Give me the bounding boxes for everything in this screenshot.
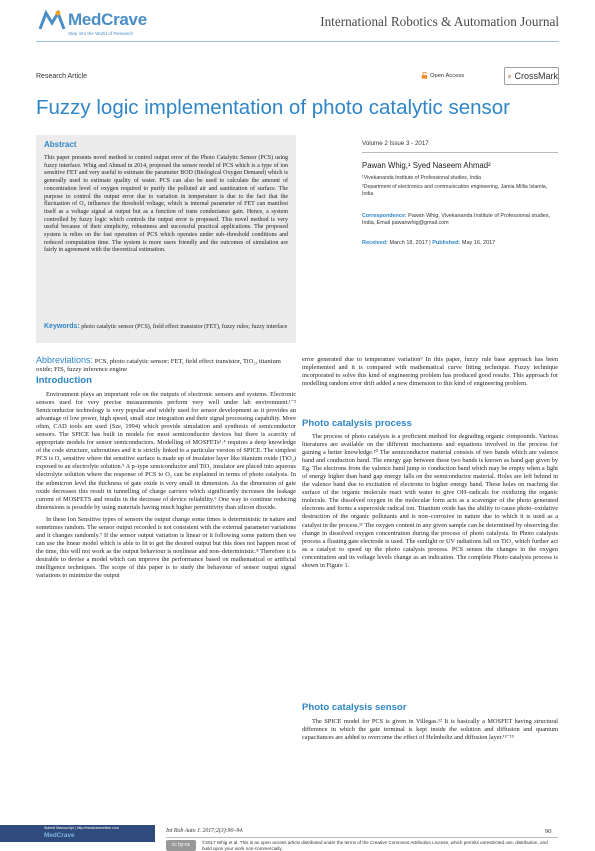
right-column-intro — [302, 356, 558, 388]
received-label: Received: — [362, 240, 388, 246]
footer-logo: MedCrave — [44, 832, 75, 839]
keywords-label: Keywords: — [44, 323, 80, 330]
paragraph: The process of photo catalysis is a proficient method for degrading organic compounds. Various literatures are available on the different mechanisms and equations involved in the process for gaining a better knowledge.¹⁰ The semiconductor material consists of two bands which are valence band and conduction band. The energy gap between these two bands is known as band gap given by Eg. The electrons from the valence band jump to conduction band which may be empty when a light of energy higher than band gap energy falls on the semiconductor material. Holes are left behind in the valence band due to excitation of electrons to higher energy band. These holes on reaching the surface of the organic molecule react with water to give OH–radicals for oxidizing the organic molecule. The dissolved oxygen in the molecular form acts as a scavenger of the photo generated electrons and forms a superoxide radical ion. Titanium oxide has the ability to cause photo–oxidative destruction of the organic pollutants and is non–corrosive in nature due to which it is used as a catalyst in the process.¹¹ The oxygen content in any given sample can be determined by observing the change in dissolved oxygen concentration during the process of photo catalysis. In Photo catalysis process a floating gate electrode is used. The sunlight or UV radiations fall on TiO₂ which further act as a catalyst to speed up the photo catalysis process. PCS senses the changes in the oxygen concentration and its voltage levels change as an indication. The complete Photo catalysis process is shown in Figure 1. — [302, 433, 558, 569]
license-text: ©2017 Whig et al. This is an open access article distributed under the terms of the Creative Commons Attribution License, which permits unrestricted use, distribution, and build upon your work non-commercially. — [202, 840, 548, 851]
affiliation-1: ¹Vivekananda Institute of Professional studies, India — [362, 175, 482, 181]
abbreviations-label: Abbreviations: — [36, 355, 94, 365]
medcrave-logo-icon — [38, 9, 66, 31]
received-date: March 18, 2017 — [389, 240, 428, 246]
meta-divider — [362, 152, 558, 153]
affiliation-2: ²Department of electronics and communication engineering, Jamia Millia Islamia, India — [362, 184, 548, 197]
crossmark-button[interactable] — [504, 67, 559, 85]
medcrave-logo[interactable]: MedCrave — [68, 10, 147, 29]
photo-catalysis-process-body — [302, 433, 558, 570]
correspondence-label: Correspondence: — [362, 213, 407, 219]
dates: Received: March 18, 2017 | Published: May 16, 2017 — [362, 240, 496, 246]
footer-divider — [166, 837, 558, 838]
published-date: May 16, 2017 — [461, 240, 496, 246]
citation: Int Rob Auto J. 2017;2(3):90–94. — [166, 828, 244, 834]
photo-catalysis-process-heading: Photo catalysis process — [302, 418, 412, 429]
paragraph: The SPICE model for PCS is given in Villegas.¹² It is basically a MOSFET having structural difference in which the gate terminal is kept inside the solution and diffusion and quantum capacitances are added to overcome the effect of Helmholtz and diffusion layer.¹³⁻¹⁵ — [302, 718, 558, 742]
paragraph: Environment plays an important role on the outputs of electronic sensors and systems. Electronic sensors used for very precise measurements perform very well under lab environment.¹⁻² Semiconductor technology is very popular and widely used for sensor development as it provides an advantage of low power, high speed, small size integration and their signal processing capability. More often, CAD tools are used (Sze, 1994) which provide simulation and synthesis of semiconductor sensors. The SPICE has built in models for most semiconductor devices but there is scarcity of appropriate models for sensor semiconductors. Modelling of MOSFETs³˒⁴ requires a deep knowledge of the code structure, subroutines and it is strictly linked to a particular version of SPICE. The simplest PCS is O₂ sensitive where the sensitive surface is made up of insulator layer like titanium oxide (TiO₂) exposed to an electrolyte solution.⁵ A p–type semiconductor and TiO₂ insulator are placed into aqueous electrolyte solution where the response of PCS to O₂ can be explained in terms of photo catalysis. In the submicron level the thickness of gate oxide is very small in dimension. As the dimension of gate oxide decreases this result in tunnelling of charge carriers which significantly increases the leakage current of MOSFETS and results in the decrease of device reliability.⁶ One way to continue reducing dimensions is possible by using materials having much higher permittivity than silicon dioxide. — [36, 391, 296, 511]
photo-catalysis-sensor-heading: Photo catalysis sensor — [302, 702, 407, 713]
header-divider — [36, 41, 559, 42]
crossmark-label: CrossMark — [514, 71, 558, 81]
logo-tagline: Step into the World of Research — [68, 31, 134, 36]
keywords-text: photo catalytic sensor (PCS), field effect transistor (FET), fuzzy rules; fuzzy interface — [81, 324, 288, 330]
volume-issue: Volume 2 Issue 3 - 2017 — [362, 140, 429, 147]
abstract-heading: Abstract — [44, 140, 77, 149]
authors: Pawan Whig,¹ Syed Naseem Ahmad² — [362, 161, 491, 170]
open-access-label: Open Access — [430, 72, 465, 79]
abbreviations — [36, 356, 296, 375]
submit-manuscript-link[interactable]: Submit Manuscript | http://medcraveonline.com — [44, 826, 119, 830]
crossmark-icon — [508, 71, 511, 82]
correspondence — [362, 213, 558, 228]
page-number: 90 — [545, 828, 552, 835]
article-title: Fuzzy logic implementation of photo catalytic sensor — [36, 96, 511, 119]
abbreviations-text: PCS, photo catalytic sensor; FET, field effect transistor, TiO₂, titanium oxide; FIS, fuzzy inference engine — [36, 358, 281, 374]
correspondence-text: Pawan Whig, Vivekananda Institute of Professional studies, India, Email pawanwhig@gmail.com — [362, 213, 551, 227]
introduction-heading: Introduction — [36, 375, 92, 386]
keywords — [44, 323, 288, 332]
article-type: Research Article — [36, 73, 87, 80]
introduction-body — [36, 391, 296, 580]
cc-license-icon[interactable]: cc by-nc — [166, 840, 196, 851]
paragraph: error generated due to temperature variation⁹ In this paper, fuzzy rule base approach has been implemented and it is compared with mathematical curve fitting technique. Fuzzy technique incorporated to solve this kind of engineering problem has produced good results. This approach for modelling random error drift added a new dimension to this kind of engineering problem. — [302, 356, 558, 388]
photo-catalysis-sensor-body — [302, 718, 558, 742]
abstract-body: This paper presents novel method to control output error of the Photo Catalytic Sensor (PCS) using fuzzy interface. Whig and Ahmad in 2014, proposed the sensor model of PCS which is a type of ion sensitive FET and very useful to estimate the parameter BOD (Biological Oxygen Demand) which is generally used to estimate quality of water. PCS can also be used to calculate the amount of concentration level of oxygen required to purify the polluted air and sanitization of surface. The purpose to control the output error due to variation in temperature is due to the fact that the fluctuation of O₂ influence the threshold voltage, which is internal parameter of FET can manifest itself as a voltage signal at output but as a function of trans conductance gain. Hence, a system controlled by fuzzy logic which controls the output error is proposed. This novel method is very useful because of their simplicity, robustness and successful practical applications. The proposed system is relies on the fast operation of PCS which operates under sub–threshold conditions and reduced computation time. The system is more users friendly and the outcomes of simulation are fairly in agreement with the theoretical estimation. — [44, 155, 288, 254]
paragraph: In these Ion Sensitive types of sensors the output change some times is deterministic in nature and sometimes random. The sensor output recorded is not consistent with the external parameter variations and it changes randomly.⁷ If the sensor output variation is linear or it following some pattern then we can use the linear model which is able to fit to get the desired output but this does not happen most of the time, this will not work as the output behaviour is nonlinear and non–deterministic.⁸ Therefore it is desirable to devise a model which can improve the performance based on mathematical or artificial intelligence techniques. The scope of this paper is to study the behaviour of sensor output signal variations to minimize the output — [36, 515, 296, 580]
open-access-badge[interactable] — [421, 72, 464, 79]
open-lock-icon — [421, 72, 428, 79]
journal-title: International Robotics & Automation Journal — [320, 14, 559, 29]
published-label: Published: — [432, 240, 461, 246]
